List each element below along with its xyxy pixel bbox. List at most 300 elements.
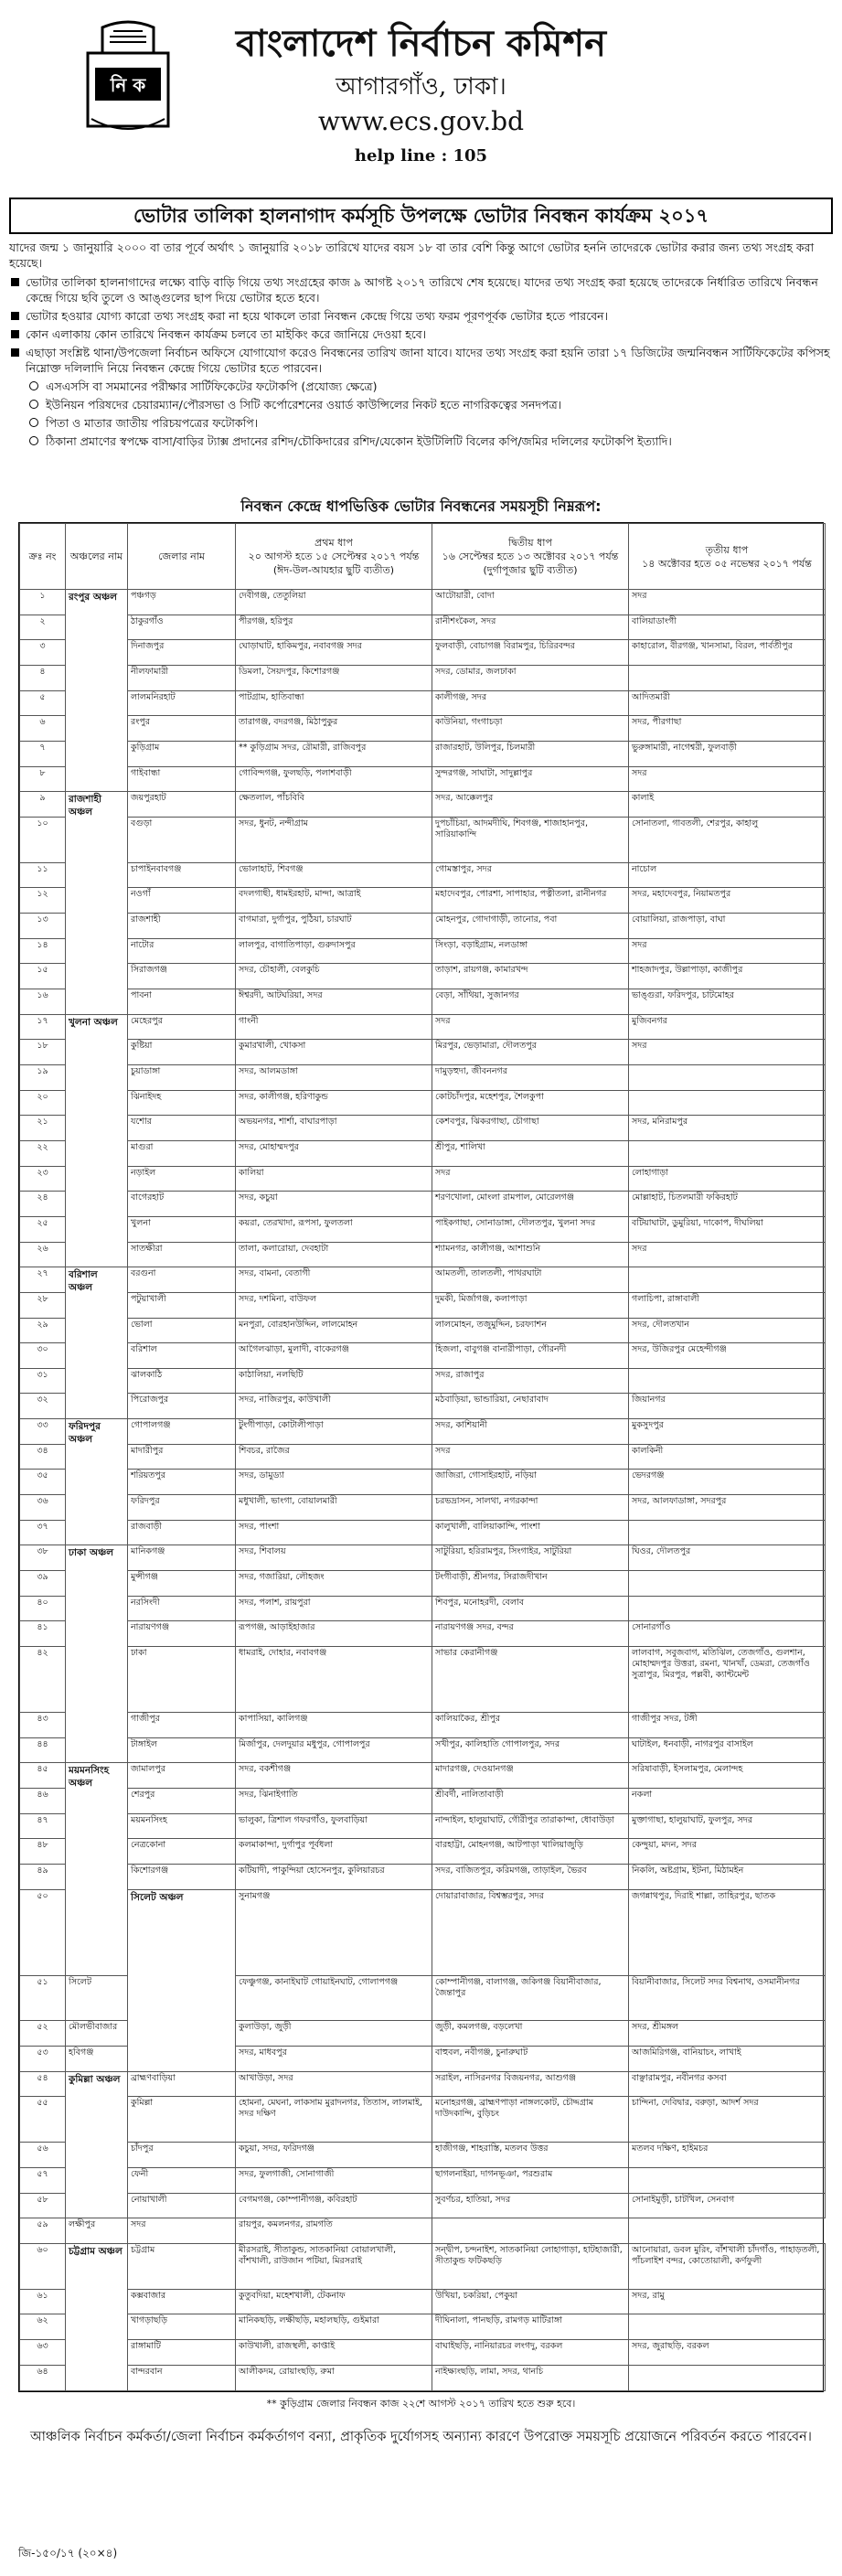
phase2-cell: সিংড়া, বড়াইগ্রাম, নলডাঙ্গা — [432, 938, 629, 964]
phase1-cell: বাগমারা, দুর্গাপুর, পুঠিয়া, চারঘাট — [236, 914, 432, 939]
phase2-cell: সন্দ্বীপ, চন্দনাইশ, সাতকানিয়া লোহাগাড়া, হাটহাজারী, সীতাকুন্ড ফটিকছড়ি — [432, 2243, 629, 2289]
phase2-cell: জাজিরা, গোসাইরহাট, নড়িয়া — [432, 1470, 629, 1495]
serial-cell: ১০ — [20, 817, 66, 862]
bullet-item: কোন এলাকায় কোন তারিখে নিবন্ধন কার্যক্রম চলবে তা মাইকিং করে জানিয়ে দেওয়া হবে। — [9, 326, 833, 342]
phase2-cell: মোহনপুর, গোদাগাড়ী, তানোর, পবা — [432, 914, 629, 939]
district-cell: ঝিনাইদহ — [128, 1090, 236, 1116]
phase3-cell: জিয়ানগর — [629, 1394, 826, 1419]
phase3-cell: গলাচিপা, রাঙ্গাবালী — [629, 1292, 826, 1318]
phase3-cell — [629, 1064, 826, 1090]
table-row — [20, 1116, 826, 1141]
table-row — [20, 640, 826, 666]
district-cell: ঠাকুরগাঁও — [128, 615, 236, 640]
table-row — [20, 1090, 826, 1116]
table-row — [20, 1192, 826, 1217]
phase1-cell: গোবিন্দগঞ্জ, ফুলছড়ি, পলাশবাড়ী — [236, 766, 432, 792]
schedule-table — [19, 523, 826, 2391]
district-cell: জামালপুর — [128, 1763, 236, 1789]
phase1-cell: কয়রা, তেরখাদা, রূপসা, ফুলতলা — [236, 1216, 432, 1242]
phase2-cell: সাটুরিয়া, হরিরামপুর, সিংগাইর, সাটুরিয়া — [432, 1545, 629, 1571]
serial-cell: ১৩ — [20, 914, 66, 939]
serial-cell: ৪৫ — [20, 1763, 66, 1789]
table-row — [20, 1520, 826, 1545]
serial-cell: ২৫ — [20, 1216, 66, 1242]
serial-cell: ৫৮ — [20, 2193, 66, 2218]
phase3-cell: মুকসুদপুর — [629, 1419, 826, 1445]
serial-cell: ১৯ — [20, 1064, 66, 1090]
table-row — [20, 1394, 826, 1419]
phase3-cell: গাজীপুর সদর, টঙ্গী — [629, 1712, 826, 1737]
phase1-cell: সদর, মোহাম্মদপুর — [236, 1140, 432, 1166]
district-cell: সিরাজগঞ্জ — [128, 964, 236, 989]
phase2-cell: সদর, বাজিতপুর, করিমগঞ্জ, তাড়াইল, ভৈরব — [432, 1864, 629, 1889]
phase1-cell: সদর, শিবালয় — [236, 1545, 432, 1571]
square-bullet-icon — [11, 330, 19, 338]
phase2-cell: শ্যামনগর, কালীগঞ্জ, আশাশুনি — [432, 1242, 629, 1267]
phase1-cell: ধামরাই, দোহার, নবাবগঞ্জ — [236, 1647, 432, 1713]
district-cell: ময়মনসিংহ — [128, 1813, 236, 1839]
phase1-cell: মধুখালী, ভাংগা, বোয়ালমারী — [236, 1495, 432, 1521]
table-row — [20, 1889, 826, 1975]
table-row — [20, 590, 826, 615]
phase3-cell: মুজিবনগর — [629, 1014, 826, 1040]
serial-cell: ৩৯ — [20, 1571, 66, 1597]
phase1-cell: আখাউড়া, সদর — [236, 2071, 432, 2097]
phase3-cell — [629, 1140, 826, 1166]
phase2-cell: সদর, রাজাপুর — [432, 1368, 629, 1394]
district-cell: সুনামগঞ্জ — [236, 1889, 432, 1975]
phase2-cell: দুমকী, মির্জাগঞ্জ, কলাপাড়া — [432, 1292, 629, 1318]
district-cell: কুড়িগ্রাম — [128, 741, 236, 766]
phase1-cell: কটিয়াদী, পাকুন্দিয়া হোসেনপুর, কুলিয়ারচর — [236, 1864, 432, 1889]
phase2-cell: আটোয়ারী, বোদা — [432, 590, 629, 615]
table-row — [20, 938, 826, 964]
district-cell: নেত্রকোনা — [128, 1839, 236, 1865]
phase1-cell: সদর — [128, 2218, 236, 2244]
serial-cell: ৪৬ — [20, 1788, 66, 1813]
district-cell: চট্টগ্রাম — [128, 2243, 236, 2289]
serial-cell: ১৪ — [20, 938, 66, 964]
phase3-cell: সদর, জুরাছড়ি, বরকল — [629, 2339, 826, 2365]
table-row — [20, 690, 826, 716]
serial-cell: ৩৩ — [20, 1419, 66, 1445]
phase2-cell: শরণখোলা, মোংলা রামপাল, মোরেলগঞ্জ — [432, 1192, 629, 1217]
document-item: ঠিকানা প্রমাণের স্বপক্ষে বাসা/বাড়ির ট্যাক্স প্রদানের রশিদ/চৌকিদারের রশিদ/যেকোন ইউটিলিটি বিলের কপি/জমির দলিলের ফটোকপি ইত্যাদি। — [9, 433, 833, 449]
phase3-cell: সোনাইমুড়ী, চাটখিল, সেনবাগ — [629, 2193, 826, 2218]
phase3-cell: সদর, রামু — [629, 2289, 826, 2314]
table-row — [20, 1813, 826, 1839]
phase1-cell: হোমনা, মেঘনা, লাকসাম মুরাদনগর, তিতাস, লালমাই, সদর দক্ষিণ — [236, 2097, 432, 2143]
serial-cell: ১৬ — [20, 989, 66, 1014]
phase3-cell: সদর, মহাদেবপুর, নিয়ামতপুর — [629, 888, 826, 914]
schedule-title: নিবন্ধন কেন্দ্রে ধাপভিত্তিক ভোটার নিবন্ধনের সময়সূচী নিম্নরূপ: — [240, 497, 602, 515]
table-row — [20, 1242, 826, 1267]
serial-cell: ৬২ — [20, 2314, 66, 2340]
phase2-cell: সাভার কেরানীগঞ্জ — [432, 1647, 629, 1713]
serial-cell: ৩০ — [20, 1343, 66, 1369]
phase1-cell: আলীকদম, রোয়াংছড়ি, রুমা — [236, 2365, 432, 2390]
table-row — [20, 741, 826, 766]
district-cell: পঞ্চগড় — [128, 590, 236, 615]
phase2-cell: রায়পুর, কমলনগর, রামগতি — [236, 2218, 432, 2244]
table-row — [20, 2097, 826, 2143]
phase3-cell: ভাঙ্গুরা, ফরিদপুর, চাটমোহর — [629, 989, 826, 1014]
region-cell: খুলনা অঞ্চল — [66, 1014, 128, 1267]
header-phase3: তৃতীয় ধাপ ১৪ অক্টোবর হতে ০৫ নভেম্বর ২০১৭ পর্যন্ত — [629, 524, 826, 590]
district-cell: লালমনিরহাট — [128, 690, 236, 716]
phase1-cell: সদর, পাংশা — [236, 1520, 432, 1545]
district-cell: মাদারীপুর — [128, 1444, 236, 1470]
phase3-cell: সদর, আলফাডাঙ্গা, সদরপুর — [629, 1495, 826, 1521]
table-row — [20, 1064, 826, 1090]
district-cell: নড়াইল — [128, 1166, 236, 1192]
serial-cell: ৬১ — [20, 2289, 66, 2314]
phase2-cell: রাজারহাট, উলিপুর, চিলমারী — [432, 741, 629, 766]
phase3-cell — [629, 1090, 826, 1116]
district-cell: নোয়াখালী — [128, 2193, 236, 2218]
serial-cell: ৫২ — [20, 2021, 66, 2047]
phase2-cell: সদর, কাশিয়ানী — [432, 1419, 629, 1445]
phase3-cell: সদর — [629, 766, 826, 792]
serial-cell: ২২ — [20, 1140, 66, 1166]
table-row — [20, 1318, 826, 1343]
phase2-cell: কালীগঞ্জ, সদর — [432, 690, 629, 716]
phase2-cell: ছাগলনাইয়া, দাগনভূঞা, পরশুরাম — [432, 2167, 629, 2193]
phase2-cell: কালিয়াকৈর, শ্রীপুর — [432, 1712, 629, 1737]
schedule-table-wrapper — [18, 522, 824, 2392]
header-region: অঞ্চলের নাম — [66, 524, 128, 590]
table-row — [20, 2289, 826, 2314]
district-cell: ঝালকাঠি — [128, 1368, 236, 1394]
table-row — [20, 2218, 826, 2244]
district-cell: বগুড়া — [128, 817, 236, 862]
table-row — [20, 964, 826, 989]
phase2-cell: জুড়ী, কমলগঞ্জ, বড়লেখা — [432, 2021, 629, 2047]
phase2-cell: সখীপুর, কালিহাতি গোপালপুর, সদর — [432, 1737, 629, 1763]
phase1-cell: অভয়নগর, শার্শা, বাঘারপাড়া — [236, 1116, 432, 1141]
phase1-cell: সদর, বামনা, বেতাগী — [236, 1267, 432, 1293]
district-cell: লক্ষীপুর — [66, 2218, 128, 2244]
notice-banner: ভোটার তালিকা হালনাগাদ কর্মসূচি উপলক্ষে ভোটার নিবন্ধন কার্যক্রম ২০১৭ — [9, 198, 833, 234]
district-cell: রাজশাহী — [128, 914, 236, 939]
phase2-cell: সরাইল, নাসিরনগর বিজয়নগর, আশুগঞ্জ — [432, 2071, 629, 2097]
phase1-cell: মনপুরা, বোরহানউদ্দিন, লালমোহন — [236, 1318, 432, 1343]
table-row — [20, 817, 826, 862]
phase2-cell: সদর — [432, 1166, 629, 1192]
phase3-cell — [629, 1571, 826, 1597]
phase3-cell: সোনাতলা, গাবতলী, শেরপুর, কাহালু — [629, 817, 826, 862]
phase1-cell: কুলাউড়া, জুড়ী — [236, 2021, 432, 2047]
website-link[interactable]: www.ecs.gov.bd — [317, 106, 525, 136]
phase2-cell: কোটচাঁদপুর, মহেশপুর, শৈলকুপা — [432, 1090, 629, 1116]
district-cell: রাঙ্গামাটি — [128, 2339, 236, 2365]
table-row — [20, 1839, 826, 1865]
table-row — [20, 1470, 826, 1495]
serial-cell: ৫৩ — [20, 2047, 66, 2072]
table-row — [20, 1712, 826, 1737]
serial-cell: ৪৯ — [20, 1864, 66, 1889]
serial-cell: ৫৭ — [20, 2167, 66, 2193]
phase3-cell: ঘিওর, দৌলতপুর — [629, 1545, 826, 1571]
phase3-cell — [629, 1267, 826, 1293]
header — [9, 7, 833, 198]
phase2-cell: সুবর্ণচর, হাতিয়া, সদর — [432, 2193, 629, 2218]
table-row — [20, 1166, 826, 1192]
serial-cell: ৩৪ — [20, 1444, 66, 1470]
phase3-cell: সদর, মনিরামপুর — [629, 1116, 826, 1141]
bullet-item: ভোটার তালিকা হালনাগাদের লক্ষ্যে বাড়ি বাড়ি গিয়ে তথ্য সংগ্রহের কাজ ৯ আগষ্ট ২০১৭ তারিখে শেষ হয়েছে। যাদের তথ্য সংগ্রহ করা হয়েছে তাদেরকে নির্ধারিত তারিখে নিবন্ধন কেন্দ্রে গিয়ে ছবি তুলে ও আঙ্গুলের ছাপ দিয়ে ভোটার হতে হবে। — [9, 274, 833, 305]
district-cell: দিনাজপুর — [128, 640, 236, 666]
district-cell: নরসিংদী — [128, 1596, 236, 1621]
phase1-cell: লালপুর, বাগাতিপাড়া, গুরুদাসপুর — [236, 938, 432, 964]
bullet-item: এছাড়া সংশ্লিষ্ট থানা/উপজেলা নির্বাচন অফিসে যোগাযোগ করেও নিবন্ধনের তারিখ জানা যাবে। যাদের তথ্য সংগ্রহ করা হয়নি তারা ১৭ ডিজিটের জন্মনিবন্ধন সার্টিফিকেটের কপিসহ নিম্নোক্ত দলিলাদি নিয়ে নিবন্ধন কেন্দ্রে গিয়ে ভোটার হতে পারবেন। — [9, 345, 833, 376]
district-cell: পাবনা — [128, 989, 236, 1014]
table-row — [20, 862, 826, 888]
phase1-cell: কুমারখালী, খোকসা — [236, 1040, 432, 1065]
table-row — [20, 1596, 826, 1621]
phase2-cell: বেড়া, সাঁথিয়া, সুজানগর — [432, 989, 629, 1014]
district-cell: মেহেরপুর — [128, 1014, 236, 1040]
phase1-cell: সদর, বকশীগঞ্জ — [236, 1763, 432, 1789]
serial-cell: ২৯ — [20, 1318, 66, 1343]
phase1-cell: কালিয়া — [236, 1166, 432, 1192]
phase2-cell: দুপচাঁচিয়া, আদমদীঘি, শিবগঞ্জ, শাজাহানপুর, সারিয়াকান্দি — [432, 817, 629, 862]
table-row — [20, 2314, 826, 2340]
phase1-cell: সদর, গজারিয়া, লৌহজং — [236, 1571, 432, 1597]
reference-number: জি-১৫০/১৭ (২০×৪) — [18, 2547, 118, 2560]
district-cell: গাইবান্ধা — [128, 766, 236, 792]
phase1-cell: সদর, নাজিরপুর, কাউখালী — [236, 1394, 432, 1419]
phase2-cell: কাউনিয়া, গংগাচড়া — [432, 716, 629, 742]
table-row — [20, 615, 826, 640]
table-row — [20, 1040, 826, 1065]
phase2-cell: বাহুবল, নবীগঞ্জ, চুনারুঘাট — [432, 2047, 629, 2072]
region-cell: বরিশাল অঞ্চল — [66, 1267, 128, 1419]
phase2-cell: মঠবাড়িয়া, ভান্ডারিয়া, নেছারাবাদ — [432, 1394, 629, 1419]
serial-cell: ৭ — [20, 741, 66, 766]
phase1-cell: সদর, মাধবপুর — [236, 2047, 432, 2072]
serial-cell: ৪৮ — [20, 1839, 66, 1865]
phase2-cell: গোমস্তাপুর, সদর — [432, 862, 629, 888]
region-cell: সিলেট অঞ্চল — [128, 1889, 236, 2071]
serial-cell: ১ — [20, 590, 66, 615]
table-row — [20, 766, 826, 792]
district-cell: সিলেট — [66, 1975, 128, 2021]
phase1-cell: ভোলাহাট, শিবগঞ্জ — [236, 862, 432, 888]
phase1-cell: পীরগঞ্জ, হরিপুর — [236, 615, 432, 640]
serial-cell: ১২ — [20, 888, 66, 914]
table-row — [20, 1763, 826, 1789]
serial-cell: ২৭ — [20, 1267, 66, 1293]
header-district: জেলার নাম — [128, 524, 236, 590]
serial-cell: ৩৭ — [20, 1520, 66, 1545]
phase2-cell: তাড়াশ, রায়গঞ্জ, কামারখন্দ — [432, 964, 629, 989]
phase3-cell: সোনারগাঁও — [629, 1621, 826, 1647]
serial-cell: ২৮ — [20, 1292, 66, 1318]
phase1-cell: আগৈলঝাড়া, মুলাদী, বাকেরগঞ্জ — [236, 1343, 432, 1369]
phase2-cell: নারায়ণগঞ্জ সদর, বন্দর — [432, 1621, 629, 1647]
phase3-cell — [432, 2218, 629, 2244]
district-cell: নওগাঁ — [128, 888, 236, 914]
table-row — [20, 1343, 826, 1369]
phase3-cell: বোয়ালিয়া, রাজপাড়া, বাঘা — [629, 914, 826, 939]
instructions — [9, 240, 833, 452]
phase2-cell: নান্দাইল, হালুয়াঘাট, গৌরীপুর তারাকান্দা, ধোবাউড়া — [432, 1813, 629, 1839]
intro-paragraph: যাদের জন্ম ১ জানুয়ারি ২০০০ বা তার পূর্বে অর্থাৎ ১ জানুয়ারি ২০১৮ তারিখে যাদের বয়স ১৮ বা তার বেশি কিন্তু আগে ভোটার হননি তাদেরকে ভোটার করার জন্য তথ্য সংগ্রহ করা হয়েছে। — [9, 240, 815, 270]
region-cell: রাজশাহী অঞ্চল — [66, 792, 128, 1014]
region-cell: কুমিল্লা অঞ্চল — [66, 2071, 128, 2218]
serial-cell: ৩৬ — [20, 1495, 66, 1521]
phase3-cell: নকলা — [629, 1788, 826, 1813]
district-cell: চাঁদপুর — [128, 2143, 236, 2168]
district-cell: নারায়ণগঞ্জ — [128, 1621, 236, 1647]
district-cell: বরগুনা — [128, 1267, 236, 1293]
table-row — [20, 1292, 826, 1318]
phase1-cell: সদর, পলাশ, রায়পুরা — [236, 1596, 432, 1621]
serial-cell: ৩২ — [20, 1394, 66, 1419]
phase3-cell: চান্দিনা, দেবিদ্বার, বরুড়া, আদর্শ সদর — [629, 2097, 826, 2143]
serial-cell: ২১ — [20, 1116, 66, 1141]
serial-cell: ৪০ — [20, 1596, 66, 1621]
district-cell: মাগুরা — [128, 1140, 236, 1166]
phase2-cell: মনোহরগঞ্জ, ব্রাহ্মণপাড়া নাঙ্গলকোট, চৌদ্দগ্রাম দাউদকান্দি, বুড়িচং — [432, 2097, 629, 2143]
phase3-cell: ভেদরগঞ্জ — [629, 1470, 826, 1495]
district-cell: বাগেরহাট — [128, 1192, 236, 1217]
phase1-cell: সদর, কালীগঞ্জ, হরিণাকুন্ড — [236, 1090, 432, 1116]
phase1-cell: ভালুকা, ত্রিশাল গফরগাঁও, ফুলবাড়িয়া — [236, 1813, 432, 1839]
phase3-cell — [629, 2167, 826, 2193]
district-cell: গাজীপুর — [128, 1712, 236, 1737]
district-cell: খাগড়াছড়ি — [128, 2314, 236, 2340]
district-cell: হবিগঞ্জ — [66, 2047, 128, 2072]
phase1-cell: রূপগঞ্জ, আড়াইহাজার — [236, 1621, 432, 1647]
region-cell: ঢাকা অঞ্চল — [66, 1545, 128, 1763]
district-cell: ফেনী — [128, 2167, 236, 2193]
table-row — [20, 1267, 826, 1293]
table-row — [20, 1014, 826, 1040]
serial-cell: ৬ — [20, 716, 66, 742]
serial-cell: ৩৮ — [20, 1545, 66, 1571]
serial-cell: ১৮ — [20, 1040, 66, 1065]
serial-cell: ৫১ — [20, 1975, 66, 2021]
circle-bullet-icon — [29, 418, 38, 427]
serial-cell: ৪৭ — [20, 1813, 66, 1839]
phase1-cell: সদর, কচুয়া — [236, 1192, 432, 1217]
district-cell: টাঙ্গাইল — [128, 1737, 236, 1763]
table-row — [20, 2071, 826, 2097]
page — [9, 7, 833, 2568]
phase1-cell: কাঠালিয়া, নলছিটি — [236, 1368, 432, 1394]
phase2-cell: সদর — [432, 1444, 629, 1470]
serial-cell: ৫৫ — [20, 2097, 66, 2143]
table-header-row — [20, 524, 826, 590]
phase3-cell: নিকলি, অষ্টগ্রাম, ইটনা, মিঠামইন — [629, 1864, 826, 1889]
commission-address: আগারগাঁও, ঢাকা। — [336, 73, 506, 101]
district-cell: চাপাইনবাবগঞ্জ — [128, 862, 236, 888]
phase3-cell: আনোয়ারা, ডবল মুরিং, বাঁশখালী চাঁদগাঁও, পাহাড়তলী, পাঁচলাইশ বন্দর, কোতোয়ালী, কর্ণফুলী — [629, 2243, 826, 2289]
table-row — [20, 792, 826, 818]
phase1-cell: ঘোড়াঘাট, হাকিমপুর, নবাবগঞ্জ সদর — [236, 640, 432, 666]
phase3-cell: আদিতমারী — [629, 690, 826, 716]
phase2-cell: মাদারগঞ্জ, দেওয়ানগঞ্জ — [432, 1763, 629, 1789]
phase2-cell: ফুলবাড়ী, বোচাগঞ্জ বিরামপুর, চিরিরবন্দর — [432, 640, 629, 666]
serial-cell: ২০ — [20, 1090, 66, 1116]
phase3-cell: ভুরুঙ্গামারী, নাগেশ্বরী, ফুলবাড়ী — [629, 741, 826, 766]
table-row — [20, 1621, 826, 1647]
serial-cell: ১৭ — [20, 1014, 66, 1040]
document-item: ইউনিয়ন পরিষদের চেয়ারম্যান/পৌরসভা ও সিটি কর্পোরেশনের ওয়ার্ড কাউন্সিলের নিকট হতে নাগরিকত্বের সনদপত্র। — [9, 397, 833, 412]
phase1-cell: সদর, ডামুড্যা — [236, 1470, 432, 1495]
table-row — [20, 1571, 826, 1597]
table-row — [20, 1545, 826, 1571]
table-row — [20, 1216, 826, 1242]
phase1-cell: সদর, চৌহালী, বেলকুচি — [236, 964, 432, 989]
helpline: help line : 105 — [354, 146, 488, 166]
phase2-cell: সদর, আক্কেলপুর — [432, 792, 629, 818]
serial-cell: ১৫ — [20, 964, 66, 989]
phase2-cell: শিবপুর, মনোহরদী, বেলাব — [432, 1596, 629, 1621]
serial-cell: ২৬ — [20, 1242, 66, 1267]
table-row — [20, 2193, 826, 2218]
commission-title: বাংলাদেশ নির্বাচন কমিশন — [236, 22, 606, 65]
header-phase1: প্রথম ধাপ ২০ আগস্ট হতে ১৫ সেপ্টেম্বর ২০১৭ পর্যন্ত (ঈদ-উল-আযহার ছুটি ব্যতীত) — [236, 524, 432, 590]
table-row — [20, 2243, 826, 2289]
phase3-cell: সদর, উজিরপুর মেহেন্দীগঞ্জ — [629, 1343, 826, 1369]
phase1-cell: কলমাকান্দা, দুর্গাপুর পূর্বধলা — [236, 1839, 432, 1865]
table-body — [20, 590, 826, 2391]
phase1-cell: গাংনী — [236, 1014, 432, 1040]
phase3-cell: সদর, শ্রীমঙ্গল — [629, 2021, 826, 2047]
phase3-cell: মতলব দক্ষিণ, হাইমচর — [629, 2143, 826, 2168]
phase3-cell — [629, 1368, 826, 1394]
table-row — [20, 1444, 826, 1470]
phase3-cell: মুক্তাগাছা, হালুয়াঘাট, ফুলপুর, সদর — [629, 1813, 826, 1839]
phase3-cell: বালিয়াডাংগী — [629, 615, 826, 640]
phase2-cell: হাজীগঞ্জ, শাহরাস্তি, মতলব উত্তর — [432, 2143, 629, 2168]
phase3-cell: সদর, পীরগাছা — [629, 716, 826, 742]
serial-cell: ৮ — [20, 766, 66, 792]
table-row — [20, 1737, 826, 1763]
phase2-cell: আমতলী, তালতলী, পাথরঘাটা — [432, 1267, 629, 1293]
document-item: পিতা ও মাতার জাতীয় পরিচয়পত্রের ফটোকপি। — [9, 415, 833, 431]
phase3-cell: কালাই — [629, 792, 826, 818]
district-cell: খুলনা — [128, 1216, 236, 1242]
table-row — [20, 1864, 826, 1889]
phase2-cell: উখিয়া, চকরিয়া, পেকুয়া — [432, 2289, 629, 2314]
serial-cell: ৪ — [20, 665, 66, 690]
phase1-cell: বেগমগঞ্জ, কোম্পানীগঞ্জ, কবিরহাট — [236, 2193, 432, 2218]
serial-cell: ২ — [20, 615, 66, 640]
phase1-cell: বদলগাছী, ধামইরহাট, মান্দা, আত্রাই — [236, 888, 432, 914]
district-cell: যশোর — [128, 1116, 236, 1141]
phase3-cell: সদর — [629, 1040, 826, 1065]
table-row — [20, 1647, 826, 1713]
district-cell: কুষ্টিয়া — [128, 1040, 236, 1065]
table-row — [20, 888, 826, 914]
header-serial: ক্রঃ নং — [20, 524, 66, 590]
district-cell: ফরিদপুর — [128, 1495, 236, 1521]
table-row — [20, 716, 826, 742]
phase3-cell: বটিয়াঘাটা, ডুমুরিয়া, দাকোপ, দীঘলিয়া — [629, 1216, 826, 1242]
phase1-cell: দেবীগঞ্জ, তেতুলিয়া — [236, 590, 432, 615]
phase3-cell: বিয়ানীবাজার, সিলেট সদর বিশ্বনাথ, ওসমানীনগর — [629, 1975, 826, 2021]
district-cell: শেরপুর — [128, 1788, 236, 1813]
square-bullet-icon — [11, 312, 19, 320]
serial-cell: ২৪ — [20, 1192, 66, 1217]
table-row — [20, 665, 826, 690]
district-cell: রাজবাড়ী — [128, 1520, 236, 1545]
region-cell: ময়মনসিংহ অঞ্চল — [66, 1763, 128, 1975]
